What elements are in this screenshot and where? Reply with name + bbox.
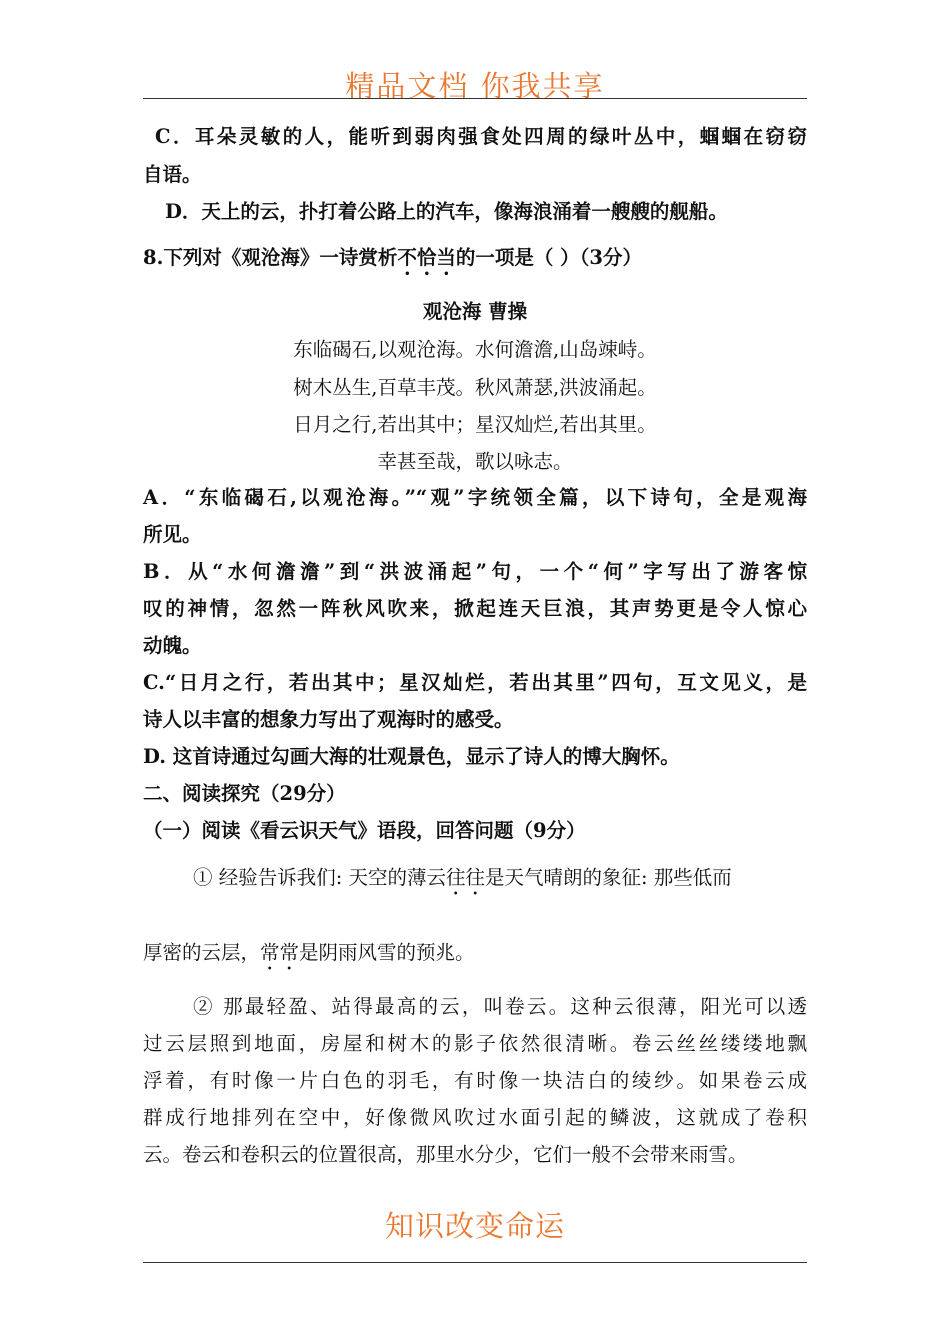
para1-emphasis: 往往	[445, 866, 485, 889]
poem-title: 观沧海 曹操	[422, 300, 528, 323]
answer-b-line3: 动魄。	[143, 634, 202, 657]
para1-pre: ① 经验告诉我们: 天空的薄云	[193, 866, 446, 889]
para1-line2	[143, 941, 807, 975]
para2-line: 云。卷云和卷积云的位置很高，那里水分少，它们一般不会带来雨雪。	[143, 1143, 748, 1166]
answer-b-line1: B．从“水何澹澹”到“洪波涌起”句，一个“何”字写出了游客惊	[143, 560, 807, 583]
para2-line: 浮着，有时像一片白色的羽毛，有时像一块洁白的绫纱。如果卷云成	[143, 1069, 807, 1092]
answer-b-line2: 叹的神情，忽然一阵秋风吹来，掀起连天巨浪，其声势更是令人惊心	[143, 597, 807, 620]
header-title: 精品文档 你我共享	[345, 69, 605, 103]
para1-l2-post: 是阴雨风雪的预兆。	[299, 941, 475, 964]
q8-suffix: 的一项是（ ）（3分）	[455, 246, 642, 269]
answer-a-line2: 所见。	[143, 523, 202, 546]
section2-title: 二、阅读探究（29分）	[143, 782, 346, 805]
section2-sub1: （一）阅读《看云识天气》语段，回答问题（9分）	[143, 819, 586, 842]
footer-divider	[143, 1262, 807, 1263]
poem-line: 日月之行,若出其中；星汉灿烂,若出其里。	[293, 413, 657, 436]
q8-emphasis: 不恰当	[397, 246, 456, 269]
q8-prefix: 8.下列对《观沧海》一诗赏析	[143, 246, 398, 269]
footer-title: 知识改变命运	[384, 1209, 565, 1243]
q7-option-c-line1: C．耳朵灵敏的人，能听到弱肉强食处四周的绿叶丛中，蝈蝈在窃窃	[155, 125, 807, 148]
q7-option-d: D．天上的云，扑打着公路上的汽车，像海浪涌着一艘艘的舰船。	[165, 200, 728, 223]
para1-l2-pre: 厚密的云层，	[143, 941, 261, 964]
answer-c-line2: 诗人以丰富的想象力写出了观海时的感受。	[143, 708, 514, 731]
answer-c-line1: C.“日月之行，若出其中；星汉灿烂，若出其里”四句，互文见义，是	[143, 671, 807, 694]
para2-line: 群成行地排列在空中，好像微风吹过水面引起的鳞波，这就成了卷积	[143, 1106, 807, 1129]
para1-line1	[193, 866, 807, 900]
para1-l2-emphasis: 常常	[260, 941, 300, 964]
para2-line: ② 那最轻盈、站得最高的云，叫卷云。这种云很薄，阳光可以透	[193, 995, 807, 1018]
poem-line: 树木丛生,百草丰茂。秋风萧瑟,洪波涌起。	[293, 376, 657, 399]
q7-option-c-line2: 自语。	[143, 163, 202, 186]
poem-line: 东临碣石,以观沧海。水何澹澹,山岛竦峙。	[293, 338, 657, 361]
header-divider	[143, 98, 807, 99]
answer-a-line1: A．“东临碣石,以观沧海。”“观”字统领全篇，以下诗句，全是观海	[143, 486, 807, 509]
para1-post: 是天气晴朗的象征: 那些低而	[484, 866, 732, 889]
q8-question	[143, 246, 807, 280]
answer-d: D. 这首诗通过勾画大海的壮观景色，显示了诗人的博大胸怀。	[143, 745, 680, 768]
poem-line: 幸甚至哉，歌以咏志。	[377, 450, 573, 473]
para2-line: 过云层照到地面，房屋和树木的影子依然很清晰。卷云丝丝缕缕地飘	[143, 1032, 807, 1055]
